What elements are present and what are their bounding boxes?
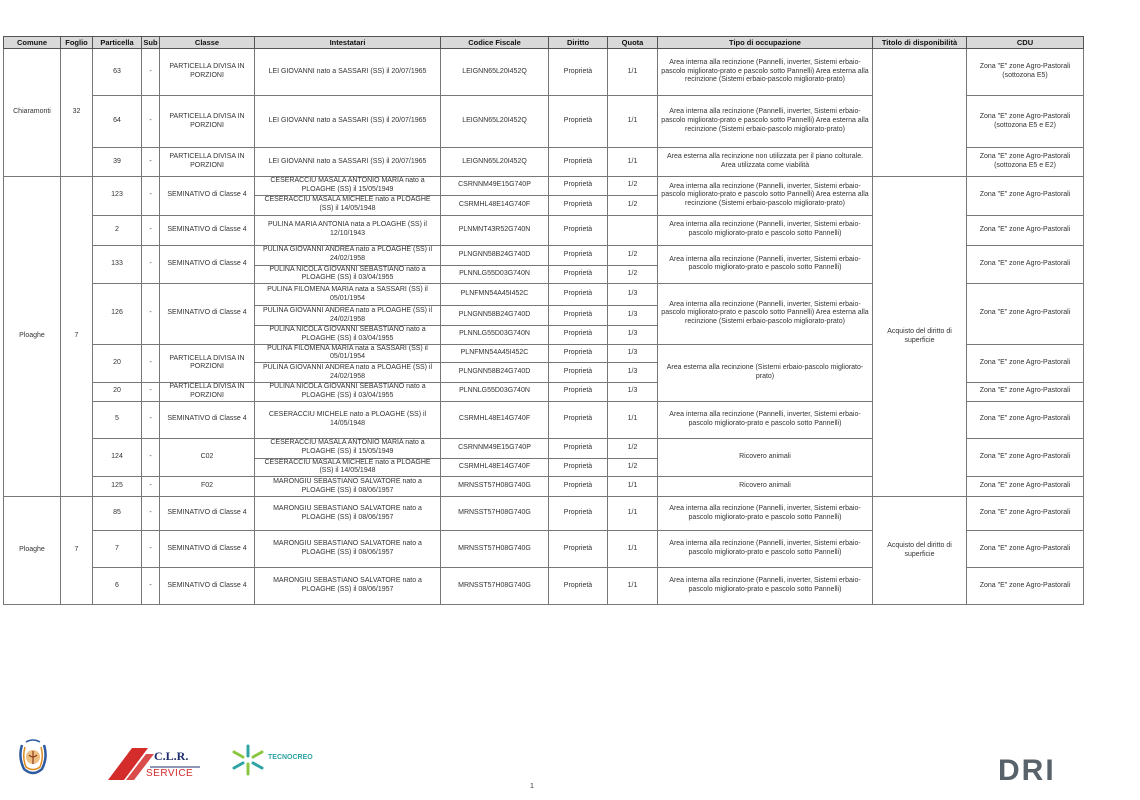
codice-fiscale-cell: MRNSST57H08G740G — [441, 477, 549, 497]
tipo-occupazione-cell: Area esterna alla recinzione (Sistemi erbaio-pascolo migliorato-prato) — [658, 344, 873, 401]
sub-cell: - — [142, 568, 160, 605]
particella-cell: 2 — [93, 215, 142, 245]
quota-cell: 1/3 — [608, 306, 658, 326]
particella-cell: 39 — [93, 148, 142, 177]
codice-fiscale-cell: PLNNLG55D03G740N — [441, 326, 549, 345]
tipo-occupazione-cell: Area interna alla recinzione (Pannelli, inverter, Sistemi erbaio-pascolo migliorato-prato e pascolo sotto Pannelli) Area esterna alla recinzione (Sistemi erbaio-pascolo migliorato-prato) — [658, 96, 873, 148]
cdu-cell: Zona "E" zone Agro-Pastorali — [967, 383, 1084, 402]
tipo-occupazione-cell: Ricovero animali — [658, 438, 873, 477]
header-titolo-disponibilita: Titolo di disponibilità — [873, 37, 967, 49]
tipo-occupazione-cell: Area interna alla recinzione (Pannelli, inverter, Sistemi erbaio-pascolo migliorato-prato e pascolo sotto Pannelli) Area esterna alla recinzione (Sistemi erbaio-pascolo migliorato-prato) — [658, 177, 873, 216]
header-comune: Comune — [4, 37, 61, 49]
classe-cell: PARTICELLA DIVISA IN PORZIONI — [160, 383, 255, 402]
codice-fiscale-cell: PLNGNN58B24G740D — [441, 363, 549, 383]
codice-fiscale-cell: CSRMHL48E14G740F — [441, 401, 549, 438]
intestatari-cell: PULINA NICOLA GIOVANNI SEBASTIANO nato a PLOAGHE (SS) il 03/04/1955 — [255, 326, 441, 345]
header-cdu: CDU — [967, 37, 1084, 49]
codice-fiscale-cell: PLNFMN54A45I452C — [441, 284, 549, 306]
comune-cell: Ploaghe — [4, 497, 61, 605]
intestatari-cell: PULINA NICOLA GIOVANNI SEBASTIANO nato a PLOAGHE (SS) il 03/04/1955 — [255, 383, 441, 402]
seal-icon — [16, 737, 50, 777]
diritto-cell: Proprietà — [549, 363, 608, 383]
particella-cell: 20 — [93, 344, 142, 383]
sub-cell: - — [142, 438, 160, 477]
particella-cell: 124 — [93, 438, 142, 477]
codice-fiscale-cell: LEIGNN65L20I452Q — [441, 96, 549, 148]
classe-cell: PARTICELLA DIVISA IN PORZIONI — [160, 96, 255, 148]
particella-cell: 123 — [93, 177, 142, 216]
particella-cell: 7 — [93, 531, 142, 568]
cdu-cell: Zona "E" zone Agro-Pastorali — [967, 215, 1084, 245]
titolo-disponibilita-cell: Acquisto del diritto di superficie — [873, 497, 967, 605]
classe-cell: SEMINATIVO di Classe 4 — [160, 568, 255, 605]
intestatari-cell: CESERACCIU MASALA MICHELE nato a PLOAGHE (SS) il 14/05/1948 — [255, 458, 441, 477]
classe-cell: SEMINATIVO di Classe 4 — [160, 284, 255, 345]
cadastral-table-container — [3, 36, 1084, 605]
codice-fiscale-cell: PLNMNT43R52G740N — [441, 215, 549, 245]
diritto-cell: Proprietà — [549, 438, 608, 458]
classe-cell: SEMINATIVO di Classe 4 — [160, 215, 255, 245]
particella-cell: 20 — [93, 383, 142, 402]
classe-cell: SEMINATIVO di Classe 4 — [160, 497, 255, 531]
header-quota: Quota — [608, 37, 658, 49]
codice-fiscale-cell: LEIGNN65L20I452Q — [441, 148, 549, 177]
tipo-occupazione-cell: Area interna alla recinzione (Pannelli, inverter, Sistemi erbaio-pascolo migliorato-prato e pascolo sotto Pannelli) — [658, 568, 873, 605]
diritto-cell: Proprietà — [549, 531, 608, 568]
tipo-occupazione-cell: Area interna alla recinzione (Pannelli, inverter, Sistemi erbaio-pascolo migliorato-prato e pascolo sotto Pannelli) Area esterna alla recinzione (Sistemi erbaio-pascolo migliorato-prato) — [658, 284, 873, 345]
header-intestatari: Intestatari — [255, 37, 441, 49]
particella-cell: 126 — [93, 284, 142, 345]
titolo-disponibilita-cell — [873, 49, 967, 177]
diritto-cell: Proprietà — [549, 284, 608, 306]
header-classe: Classe — [160, 37, 255, 49]
cdu-cell: Zona "E" zone Agro-Pastorali — [967, 344, 1084, 383]
intestatari-cell: CESERACCIU MASALA MICHELE nato a PLOAGHE (SS) il 14/05/1948 — [255, 195, 441, 215]
quota-cell: 1/1 — [608, 568, 658, 605]
quota-cell: 1/2 — [608, 177, 658, 196]
foglio-cell: 7 — [61, 177, 93, 497]
quota-cell: 1/3 — [608, 383, 658, 402]
intestatari-cell: CESERACCIU MASALA ANTONIO MARIA nato a PLOAGHE (SS) il 15/05/1949 — [255, 177, 441, 196]
diritto-cell: Proprietà — [549, 148, 608, 177]
diritto-cell: Proprietà — [549, 344, 608, 363]
cdu-cell: Zona "E" zone Agro-Pastorali — [967, 531, 1084, 568]
header-sub: Sub — [143, 37, 158, 47]
intestatari-cell: PULINA GIOVANNI ANDREA nato a PLOAGHE (SS) il 24/02/1958 — [255, 245, 441, 265]
particella-cell: 63 — [93, 49, 142, 96]
diritto-cell: Proprietà — [549, 265, 608, 284]
sub-cell: - — [142, 344, 160, 383]
comune-cell: Ploaghe — [4, 177, 61, 497]
intestatari-cell: PULINA MARIA ANTONIA nata a PLOAGHE (SS) il 12/10/1943 — [255, 215, 441, 245]
codice-fiscale-cell: CSRNNM49E15G740P — [441, 438, 549, 458]
sub-cell: - — [142, 401, 160, 438]
cdu-cell: Zona "E" zone Agro-Pastorali — [967, 177, 1084, 216]
tipo-occupazione-cell: Area esterna alla recinzione non utilizzata per il piano colturale. Area utilizzata come viabilità — [658, 148, 873, 177]
diritto-cell: Proprietà — [549, 96, 608, 148]
codice-fiscale-cell: LEIGNN65L20I452Q — [441, 49, 549, 96]
intestatari-cell: MARONGIU SEBASTIANO SALVATORE nato a PLOAGHE (SS) il 08/06/1957 — [255, 531, 441, 568]
classe-cell: PARTICELLA DIVISA IN PORZIONI — [160, 344, 255, 383]
codice-fiscale-cell: PLNGNN58B24G740D — [441, 245, 549, 265]
titolo-disponibilita-cell: Acquisto del diritto di superficie — [873, 177, 967, 497]
tipo-occupazione-cell: Area interna alla recinzione (Pannelli, inverter, Sistemi erbaio-pascolo migliorato-prato e pascolo sotto Pannelli) — [658, 401, 873, 438]
quota-cell: 1/1 — [608, 148, 658, 177]
classe-cell: PARTICELLA DIVISA IN PORZIONI — [160, 148, 255, 177]
table-header-row — [4, 37, 1084, 49]
sub-cell: - — [142, 49, 160, 96]
comune-cell: Chiaramonti — [4, 49, 61, 177]
tipo-occupazione-cell: Area interna alla recinzione (Pannelli, inverter, Sistemi erbaio-pascolo migliorato-prato e pascolo sotto Pannelli) Area esterna alla recinzione (Sistemi erbaio-pascolo migliorato-prato) — [658, 49, 873, 96]
particella-cell: 5 — [93, 401, 142, 438]
codice-fiscale-cell: PLNNLG55D03G740N — [441, 265, 549, 284]
quota-cell: 1/1 — [608, 531, 658, 568]
classe-cell: SEMINATIVO di Classe 4 — [160, 245, 255, 284]
tipo-occupazione-cell: Area interna alla recinzione (Pannelli, inverter, Sistemi erbaio-pascolo migliorato-prato e pascolo sotto Pannelli) — [658, 531, 873, 568]
diritto-cell: Proprietà — [549, 245, 608, 265]
particella-cell: 64 — [93, 96, 142, 148]
sub-cell: - — [142, 497, 160, 531]
intestatari-cell: MARONGIU SEBASTIANO SALVATORE nato a PLOAGHE (SS) il 08/06/1957 — [255, 568, 441, 605]
intestatari-cell: LEI GIOVANNI nato a SASSARI (SS) il 20/07/1965 — [255, 96, 441, 148]
particella-cell: 6 — [93, 568, 142, 605]
quota-cell: 1/1 — [608, 401, 658, 438]
codice-fiscale-cell: MRNSST57H08G740G — [441, 568, 549, 605]
clr-logo-name: C.L.R. — [154, 749, 189, 763]
codice-fiscale-cell: PLNNLG55D03G740N — [441, 383, 549, 402]
quota-cell: 1/2 — [608, 195, 658, 215]
classe-cell: SEMINATIVO di Classe 4 — [160, 177, 255, 216]
header-codice-fiscale: Codice Fiscale — [441, 37, 549, 49]
cadastral-table — [3, 36, 1084, 605]
quota-cell: 1/1 — [608, 497, 658, 531]
cdu-cell: Zona "E" zone Agro-Pastorali — [967, 401, 1084, 438]
header-diritto: Diritto — [549, 37, 608, 49]
footer-logos — [0, 730, 1140, 800]
codice-fiscale-cell: CSRMHL48E14G740F — [441, 458, 549, 477]
quota-cell: 1/3 — [608, 326, 658, 345]
classe-cell: F02 — [160, 477, 255, 497]
page-number: 1 — [530, 783, 534, 790]
codice-fiscale-cell: PLNFMN54A45I452C — [441, 344, 549, 363]
diritto-cell: Proprietà — [549, 195, 608, 215]
quota-cell: 1/2 — [608, 458, 658, 477]
table-row — [4, 497, 1084, 531]
tipo-occupazione-cell: Area interna alla recinzione (Pannelli, inverter, Sistemi erbaio-pascolo migliorato-prato e pascolo sotto Pannelli) — [658, 245, 873, 284]
intestatari-cell: CESERACCIU MASALA ANTONIO MARIA nato a PLOAGHE (SS) il 15/05/1949 — [255, 438, 441, 458]
cdu-cell: Zona "E" zone Agro-Pastorali (sottozona E5 e E2) — [967, 148, 1084, 177]
diritto-cell: Proprietà — [549, 401, 608, 438]
quota-cell: 1/1 — [608, 96, 658, 148]
sub-cell: - — [142, 531, 160, 568]
cdu-cell: Zona "E" zone Agro-Pastorali — [967, 438, 1084, 477]
diritto-cell: Proprietà — [549, 49, 608, 96]
foglio-cell: 7 — [61, 497, 93, 605]
intestatari-cell: PULINA FILOMENA MARIA nata a SASSARI (SS) il 05/01/1954 — [255, 344, 441, 363]
clr-logo-sub: SERVICE — [146, 768, 194, 779]
intestatari-cell: MARONGIU SEBASTIANO SALVATORE nato a PLOAGHE (SS) il 08/06/1957 — [255, 497, 441, 531]
intestatari-cell: PULINA GIOVANNI ANDREA nato a PLOAGHE (SS) il 24/02/1958 — [255, 306, 441, 326]
diritto-cell: Proprietà — [549, 458, 608, 477]
classe-cell: C02 — [160, 438, 255, 477]
header-tipo-occupazione: Tipo di occupazione — [658, 37, 873, 49]
diritto-cell: Proprietà — [549, 477, 608, 497]
quota-cell: 1/2 — [608, 265, 658, 284]
quota-cell: 1/3 — [608, 344, 658, 363]
intestatari-cell: LEI GIOVANNI nato a SASSARI (SS) il 20/07/1965 — [255, 148, 441, 177]
cdu-cell: Zona "E" zone Agro-Pastorali — [967, 497, 1084, 531]
sub-cell: - — [142, 245, 160, 284]
diritto-cell: Proprietà — [549, 383, 608, 402]
tecnocreo-star-icon — [228, 742, 268, 778]
classe-cell: SEMINATIVO di Classe 4 — [160, 531, 255, 568]
quota-cell — [608, 215, 658, 245]
foglio-cell: 32 — [61, 49, 93, 177]
quota-cell: 1/1 — [608, 49, 658, 96]
codice-fiscale-cell: CSRMHL48E14G740F — [441, 195, 549, 215]
cdu-cell: Zona "E" zone Agro-Pastorali (sottozona E5 e E2) — [967, 96, 1084, 148]
quota-cell: 1/3 — [608, 363, 658, 383]
sub-cell: - — [142, 477, 160, 497]
intestatari-cell: PULINA FILOMENA MARIA nata a SASSARI (SS) il 05/01/1954 — [255, 284, 441, 306]
quota-cell: 1/2 — [608, 438, 658, 458]
intestatari-cell: PULINA GIOVANNI ANDREA nato a PLOAGHE (SS) il 24/02/1958 — [255, 363, 441, 383]
cdu-cell: Zona "E" zone Agro-Pastorali — [967, 245, 1084, 284]
sub-cell: - — [142, 96, 160, 148]
tipo-occupazione-cell: Area interna alla recinzione (Pannelli, inverter, Sistemi erbaio-pascolo migliorato-prato e pascolo sotto Pannelli) — [658, 497, 873, 531]
sub-cell: - — [142, 284, 160, 345]
diritto-cell: Proprietà — [549, 306, 608, 326]
tipo-occupazione-cell: Area interna alla recinzione (Pannelli, inverter, Sistemi erbaio-pascolo migliorato-prato e pascolo sotto Pannelli) — [658, 215, 873, 245]
tecnocreo-logo-text: TECNOCREO — [268, 754, 313, 761]
table-row — [4, 177, 1084, 196]
cdu-cell: Zona "E" zone Agro-Pastorali (sottozona E5) — [967, 49, 1084, 96]
sub-cell: - — [142, 177, 160, 216]
classe-cell: SEMINATIVO di Classe 4 — [160, 401, 255, 438]
diritto-cell: Proprietà — [549, 568, 608, 605]
header-foglio: Foglio — [61, 37, 93, 49]
sub-cell: - — [142, 148, 160, 177]
codice-fiscale-cell: MRNSST57H08G740G — [441, 497, 549, 531]
classe-cell: PARTICELLA DIVISA IN PORZIONI — [160, 49, 255, 96]
diritto-cell: Proprietà — [549, 215, 608, 245]
particella-cell: 125 — [93, 477, 142, 497]
particella-cell: 133 — [93, 245, 142, 284]
codice-fiscale-cell: CSRNNM49E15G740P — [441, 177, 549, 196]
cdu-cell: Zona "E" zone Agro-Pastorali — [967, 568, 1084, 605]
diritto-cell: Proprietà — [549, 177, 608, 196]
sub-cell: - — [142, 383, 160, 402]
table-row — [4, 49, 1084, 96]
diritto-cell: Proprietà — [549, 326, 608, 345]
diritto-cell: Proprietà — [549, 497, 608, 531]
quota-cell: 1/2 — [608, 245, 658, 265]
intestatari-cell: PULINA NICOLA GIOVANNI SEBASTIANO nato a PLOAGHE (SS) il 03/04/1955 — [255, 265, 441, 284]
quota-cell: 1/3 — [608, 284, 658, 306]
header-particella: Particella — [93, 37, 142, 49]
cdu-cell: Zona "E" zone Agro-Pastorali — [967, 477, 1084, 497]
tipo-occupazione-cell: Ricovero animali — [658, 477, 873, 497]
intestatari-cell: MARONGIU SEBASTIANO SALVATORE nato a PLOAGHE (SS) il 08/06/1957 — [255, 477, 441, 497]
cdu-cell: Zona "E" zone Agro-Pastorali — [967, 284, 1084, 345]
sub-cell: - — [142, 215, 160, 245]
intestatari-cell: CESERACCIU MICHELE nato a PLOAGHE (SS) il 14/05/1948 — [255, 401, 441, 438]
codice-fiscale-cell: MRNSST57H08G740G — [441, 531, 549, 568]
quota-cell: 1/1 — [608, 477, 658, 497]
intestatari-cell: LEI GIOVANNI nato a SASSARI (SS) il 20/07/1965 — [255, 49, 441, 96]
codice-fiscale-cell: PLNGNN58B24G740D — [441, 306, 549, 326]
dri-logo: DRI — [998, 754, 1056, 787]
particella-cell: 85 — [93, 497, 142, 531]
